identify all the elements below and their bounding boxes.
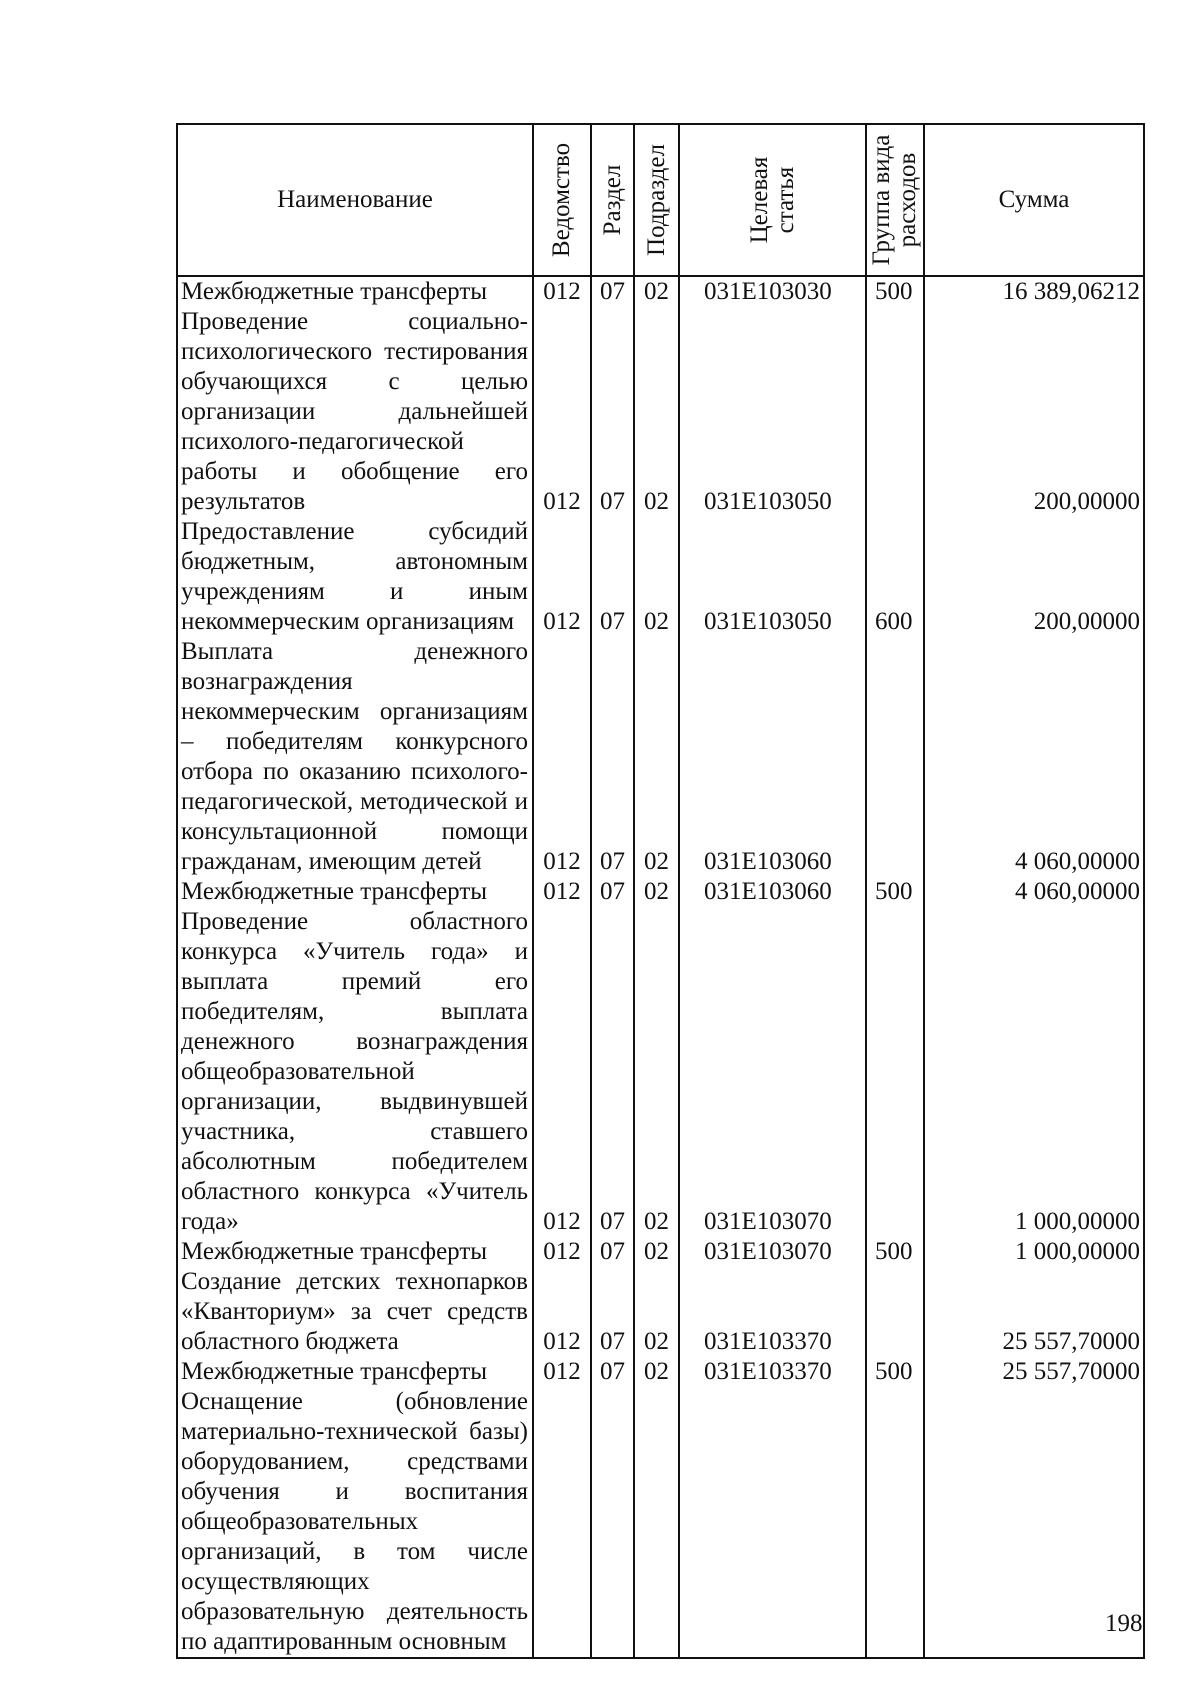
row-razdel: 07 bbox=[591, 907, 634, 1237]
row-summa: 4 060,00000 bbox=[924, 637, 1144, 877]
row-summa: 1 000,00000 bbox=[924, 1237, 1144, 1267]
row-podrazdel: 02 bbox=[634, 276, 679, 307]
row-podrazdel: 02 bbox=[634, 517, 679, 637]
row-ved: 012 bbox=[533, 1237, 591, 1267]
row-gruppa: 500 bbox=[866, 276, 924, 307]
row-summa: 25 557,70000 bbox=[924, 1267, 1144, 1357]
row-razdel: 07 bbox=[591, 637, 634, 877]
row-ved: 012 bbox=[533, 907, 591, 1237]
row-gruppa bbox=[866, 1267, 924, 1357]
row-razdel: 07 bbox=[591, 877, 634, 907]
row-razdel bbox=[591, 1387, 634, 1658]
header-razdel: Раздел bbox=[598, 164, 626, 236]
row-podrazdel bbox=[634, 1387, 679, 1658]
row-celevaya: 031Е103060 bbox=[679, 637, 866, 877]
row-celevaya bbox=[679, 1387, 866, 1658]
row-ved bbox=[533, 1387, 591, 1658]
row-ved: 012 bbox=[533, 1267, 591, 1357]
row-ved: 012 bbox=[533, 877, 591, 907]
row-gruppa bbox=[866, 907, 924, 1237]
table-row bbox=[177, 877, 1144, 907]
row-podrazdel: 02 bbox=[634, 637, 679, 877]
row-gruppa: 500 bbox=[866, 1357, 924, 1387]
row-summa: 4 060,00000 bbox=[924, 877, 1144, 907]
row-gruppa bbox=[866, 637, 924, 877]
header-gruppa-cell bbox=[866, 124, 924, 276]
row-gruppa: 500 bbox=[866, 877, 924, 907]
header-gruppa: Группа вида расходов bbox=[868, 134, 921, 266]
header-name: Наименование bbox=[177, 124, 533, 276]
row-name: Проведение социально-психологического тестирования обучающихся с целью организации дальнейшей психолого-педагогической работы и обобщение его результатов bbox=[177, 307, 533, 517]
table-header-row bbox=[177, 124, 1144, 276]
row-gruppa bbox=[866, 1387, 924, 1658]
table-row bbox=[177, 1237, 1144, 1267]
row-razdel: 07 bbox=[591, 1267, 634, 1357]
table-row bbox=[177, 1357, 1144, 1387]
header-celevaya-cell bbox=[679, 124, 866, 276]
row-ved: 012 bbox=[533, 276, 591, 307]
row-name: Создание детских технопарков «Кванториум» за счет средств областного бюджета bbox=[177, 1267, 533, 1357]
row-name: Предоставление субсидий бюджетным, автономным учреждениям и иным некоммерческим организациям bbox=[177, 517, 533, 637]
row-ved: 012 bbox=[533, 637, 591, 877]
header-podrazdel-cell bbox=[634, 124, 679, 276]
row-summa: 200,00000 bbox=[924, 307, 1144, 517]
row-razdel: 07 bbox=[591, 1237, 634, 1267]
header-razdel-cell bbox=[591, 124, 634, 276]
row-name: Проведение областного конкурса «Учитель года» и выплата премий его победителям, выплата денежного вознаграждения общеобразовательной организации, выдвинувшей участника, ставшего абсолютным победителем областного конкурса «Учитель года» bbox=[177, 907, 533, 1237]
header-ved: Ведомство bbox=[548, 142, 575, 258]
table-row bbox=[177, 637, 1144, 877]
header-celevaya: Целевая статья bbox=[745, 156, 799, 244]
row-podrazdel: 02 bbox=[634, 307, 679, 517]
row-podrazdel: 02 bbox=[634, 907, 679, 1237]
table-row bbox=[177, 1267, 1144, 1357]
row-podrazdel: 02 bbox=[634, 1267, 679, 1357]
header-podrazdel: Подраздел bbox=[642, 144, 670, 256]
budget-table bbox=[176, 123, 1145, 1659]
row-name: Оснащение (обновление материально-технической базы) оборудованием, средствами обучения и воспитания общеобразовательных организаций, в том числе осуществляющих образовательную деятельность по адаптированным основным bbox=[177, 1387, 533, 1658]
row-name: Межбюджетные трансферты bbox=[177, 1237, 533, 1267]
table-row bbox=[177, 907, 1144, 1237]
row-summa: 200,00000 bbox=[924, 517, 1144, 637]
row-summa: 16 389,06212 bbox=[924, 276, 1144, 307]
table-row bbox=[177, 276, 1144, 307]
row-gruppa: 500 bbox=[866, 1237, 924, 1267]
row-podrazdel: 02 bbox=[634, 1237, 679, 1267]
row-celevaya: 031Е103030 bbox=[679, 276, 866, 307]
row-celevaya: 031Е103060 bbox=[679, 877, 866, 907]
header-summa: Сумма bbox=[924, 124, 1144, 276]
row-name: Выплата денежного вознаграждения некоммерческим организациям – победителям конкурсного отбора по оказанию психолого-педагогической, методической и консультационной помощи гражданам, имеющим детей bbox=[177, 637, 533, 877]
row-ved: 012 bbox=[533, 1357, 591, 1387]
row-celevaya: 031Е103050 bbox=[679, 307, 866, 517]
row-podrazdel: 02 bbox=[634, 877, 679, 907]
row-summa: 25 557,70000 bbox=[924, 1357, 1144, 1387]
table-row bbox=[177, 517, 1144, 637]
row-razdel: 07 bbox=[591, 276, 634, 307]
row-summa: 1 000,00000 bbox=[924, 907, 1144, 1237]
row-name: Межбюджетные трансферты bbox=[177, 877, 533, 907]
row-name: Межбюджетные трансферты bbox=[177, 276, 533, 307]
row-celevaya: 031Е103370 bbox=[679, 1267, 866, 1357]
row-celevaya: 031Е103070 bbox=[679, 907, 866, 1237]
row-razdel: 07 bbox=[591, 307, 634, 517]
row-name: Межбюджетные трансферты bbox=[177, 1357, 533, 1387]
table-row bbox=[177, 1387, 1144, 1658]
row-razdel: 07 bbox=[591, 517, 634, 637]
row-gruppa: 600 bbox=[866, 517, 924, 637]
row-podrazdel: 02 bbox=[634, 1357, 679, 1387]
row-razdel: 07 bbox=[591, 1357, 634, 1387]
page-number: 198 bbox=[1105, 1610, 1143, 1637]
row-gruppa bbox=[866, 307, 924, 517]
row-ved: 012 bbox=[533, 517, 591, 637]
header-ved-cell bbox=[533, 124, 591, 276]
row-ved: 012 bbox=[533, 307, 591, 517]
row-celevaya: 031Е103370 bbox=[679, 1357, 866, 1387]
table-row bbox=[177, 307, 1144, 517]
row-celevaya: 031Е103050 bbox=[679, 517, 866, 637]
row-celevaya: 031Е103070 bbox=[679, 1237, 866, 1267]
